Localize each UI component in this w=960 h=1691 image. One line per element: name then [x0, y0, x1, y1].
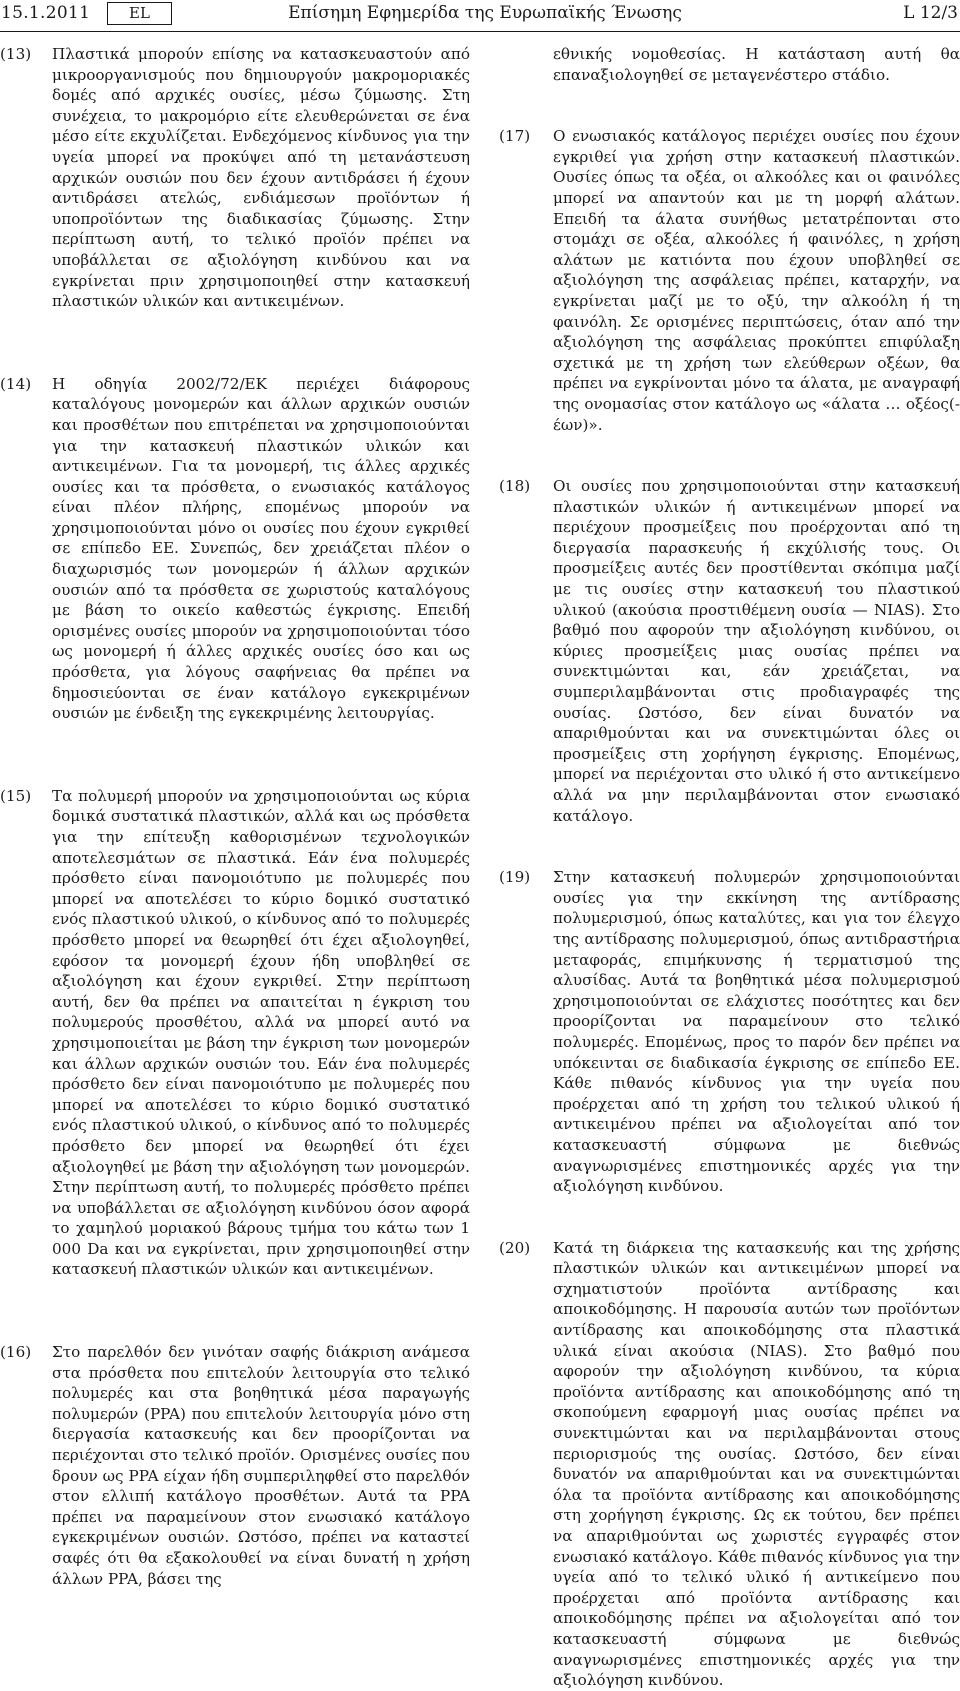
- journal-title: Επίσημη Εφημερίδα της Ευρωπαϊκής Ένωσης: [288, 3, 682, 23]
- recital-19: [499, 867, 960, 1197]
- recital-text: Πλαστικά μπορούν επίσης να κατασκευαστούν από μικροοργανισμούς που δημιουργούν μακρομοριακές δομές από αρχικές ουσίες, μέσω ζύμωσης. Στη συνέχεια, το μακρομόριο είτε ελευθερώνεται σε ένα μέσο είτε εκχυλίζεται. Ενδεχόμενος κίνδυνος για την υγεία μπορεί να προκύψει από τη μετανάστευση αρχικών ουσιών που δεν έχουν αντιδράσει ή έχουν αντιδράσει ατελώς, ενδιάμεσων προϊόντων ή υποπροϊόντων της διαδικασίας ζύμωσης. Στην περίπτωση αυτή, το τελικό προϊόν πρέπει να υποβάλλεται σε αξιολόγηση κινδύνου και να εγκρίνεται πριν χρησιμοποιηθεί στην κατασκευή πλαστικών υλικών και αντικειμένων.: [52, 45, 470, 311]
- recital-20: [499, 1238, 960, 1691]
- recital-number: (17): [499, 127, 531, 146]
- recital-16: [0, 1342, 470, 1589]
- page-reference: L 12/3: [903, 3, 958, 23]
- header-date: 15.1.2011: [1, 3, 91, 23]
- recital-text: Στο παρελθόν δεν γινόταν σαφής διάκριση ανάμεσα στα πρόσθετα που επιτελούν λειτουργία στο τελικό πολυμερές και στα βοηθητικά μέσα παραγωγής πολυμερών (PPA) που επιτελούν λειτουργία μόνο στη διεργασία κατασκευής και δεν προορίζονται να περιέχονται στο τελικό προϊόν. Ορισμένες ουσίες που δρουν ως PPA είχαν ήδη συμπεριληφθεί στο παρελθόν στον ελλιπή κατάλογο προσθέτων. Αυτά τα PPA πρέπει να παραμείνουν στον ενωσιακό κατάλογο εγκεκριμένων ουσιών. Ωστόσο, πρέπει να καταστεί σαφές ότι θα εξακολουθεί να είναι δυνατή η χρήση άλλων PPA, βάσει της: [52, 1343, 470, 1588]
- recital-18: [499, 476, 960, 826]
- recital-number: (19): [499, 868, 531, 887]
- recital-number: (18): [499, 477, 531, 496]
- right-column: [499, 44, 960, 1691]
- recital-number: (16): [0, 1343, 32, 1362]
- recital-15: [0, 786, 470, 1280]
- page-header: [0, 0, 960, 30]
- recital-text: εθνικής νομοθεσίας. Η κατάσταση αυτή θα επαναξιολογηθεί σε μεταγενέστερο στάδιο.: [553, 45, 960, 84]
- recital-text: Ο ενωσιακός κατάλογος περιέχει ουσίες που έχουν εγκριθεί για χρήση στην κατασκευή πλαστικών. Ουσίες όπως τα οξέα, οι αλκοόλες και οι φαινόλες μπορεί να απαντούν και με τη μορφή αλάτων. Επειδή τα άλατα συνήθως μετατρέπονται στο στομάχι σε οξέα, αλκοόλες ή φαινόλες, η χρήση αλάτων με κατιόντα που έχουν υποβληθεί σε αξιολόγηση της ασφάλειας πρέπει, καταρχήν, να εγκρίνεται μαζί με το οξύ, την αλκοόλη ή τη φαινόλη. Σε ορισμένες περιπτώσεις, όταν από την αξιολόγηση της ασφάλειας προκύπτει επιφύλαξη σχετικά με τη χρήση των ελεύθερων οξέων, θα πρέπει να εγκρίνονται μόνο τα άλατα, με αναγραφή της ονομασίας στον κατάλογο ως «άλατα … οξέος(-έων)».: [553, 127, 960, 434]
- recital-number: (20): [499, 1238, 531, 1257]
- language-badge: EL: [107, 2, 172, 25]
- recital-13: [0, 44, 470, 312]
- recital-number: (13): [0, 45, 32, 63]
- recital-16-continued: [499, 44, 960, 85]
- recital-number: (15): [0, 786, 32, 805]
- recital-number: (14): [0, 374, 32, 393]
- left-column: [0, 44, 470, 1589]
- recital-text: Τα πολυμερή μπορούν να χρησιμοποιούνται ως κύρια δομικά συστατικά πλαστικών, αλλά και ως πρόσθετα για την επίτευξη καθορισμένων τεχνολογικών αποτελεσμάτων σε πλαστικά. Εάν ένα πολυμερές πρόσθετο είναι πανομοιότυπο με πολυμερές που μπορεί να αποτελέσει το κύριο δομικό συστατικό ενός πλαστικού υλικού, ο κίνδυνος από το πολυμερές πρόσθετο μπορεί να θεωρηθεί ότι έχει αξιολογηθεί, εφόσον τα μονομερή έχουν ήδη υποβληθεί σε αξιολόγηση και έχουν εγκριθεί. Στην περίπτωση αυτή, δεν θα πρέπει να απαιτείται η έγκριση του πολυμερούς προσθέτου, αλλά να μπορεί αυτό να χρησιμοποιείται με βάση την έγκριση των μονομερών και άλλων αρχικών ουσιών του. Εάν ένα πολυμερές πρόσθετο δεν είναι πανομοιότυπο με πολυμερές που μπορεί να αποτελέσει το κύριο δομικό συστατικό ενός πλαστικού υλικού, ο κίνδυνος από το πολυμερές πρόσθετο δεν μπορεί να θεωρηθεί ότι έχει αξιολογηθεί με βάση την αξιολόγηση των μονομερών. Στην περίπτωση αυτή, το πολυμερές πρόσθετο πρέπει να υποβάλλεται σε αξιολόγηση κινδύνου όσον αφορά το χαμηλού μοριακού βάρους τμήμα του κάτω των 1 000 Da και να εγκρίνεται, πριν χρησιμοποιηθεί στην κατασκευή πλαστικών υλικών και αντικειμένων.: [52, 786, 470, 1279]
- recital-text: Η οδηγία 2002/72/ΕΚ περιέχει διάφορους καταλόγους μονομερών και άλλων αρχικών ουσιών και προσθέτων που επιτρέπεται να χρησιμοποιούνται για την κατασκευή πλαστικών υλικών και αντικειμένων. Για τα μονομερή, τις άλλες αρχικές ουσίες και τα πρόσθετα, ο ενωσιακός κατάλογος είναι πλέον πλήρης, επομένως μπορούν να χρησιμοποιούνται μόνο οι ουσίες που έχουν εγκριθεί σε επίπεδο ΕΕ. Συνεπώς, δεν χρειάζεται πλέον ο διαχωρισμός των μονομερών ή άλλων αρχικών ουσιών από τα πρόσθετα σε χωριστούς καταλόγους με βάση το οικείο καθεστώς έγκρισης. Επειδή ορισμένες ουσίες μπορούν να χρησιμοποιούνται τόσο ως μονομερή ή άλλες αρχικές ουσίες όσο και ως πρόσθετα, για λόγους σαφήνειας θα πρέπει να δημοσιεύονται σε έναν κατάλογο εγκεκριμένων ουσιών με ένδειξη της εγκεκριμένης λειτουργίας.: [52, 374, 470, 723]
- recital-17: [499, 126, 960, 435]
- header-rule: [0, 31, 960, 32]
- recital-text: Στην κατασκευή πολυμερών χρησιμοποιούνται ουσίες για την εκκίνηση της αντίδρασης πολυμερισμού, όπως καταλύτες, και για τον έλεγχο της αντίδρασης πολυμερισμού, όπως αντιδραστήρια μεταφοράς, επιμήκυνσης ή τερματισμού της αλυσίδας. Αυτά τα βοηθητικά μέσα πολυμερισμού χρησιμοποιούνται σε ελάχιστες ποσότητες και δεν προορίζονται να παραμείνουν στο τελικό πολυμερές. Επομένως, προς το παρόν δεν πρέπει να υπόκεινται σε διαδικασία έγκρισης σε επίπεδο ΕΕ. Κάθε πιθανός κίνδυνος για την υγεία που προέρχεται από τη χρήση του τελικού υλικού ή αντικειμένου πρέπει να αξιολογείται από τον κατασκευαστή σύμφωνα με διεθνώς αναγνωρισμένες επιστημονικές αρχές για την αξιολόγηση κινδύνου.: [553, 868, 960, 1196]
- recital-14: [0, 374, 470, 724]
- recital-text: Οι ουσίες που χρησιμοποιούνται στην κατασκευή πλαστικών υλικών ή αντικειμένων μπορεί να περιέχουν προσμείξεις που προέρχονται από τη διεργασία παρασκευής ή εκχύλισής τους. Οι προσμείξεις αυτές δεν προστίθενται σκόπιμα μαζί με τις ουσίες στην κατασκευή του πλαστικού υλικού (ακούσια προστιθέμενη ουσία — NIAS). Στο βαθμό που αφορούν την αξιολόγηση κινδύνου, οι κύριες προσμείξεις μιας ουσίας πρέπει να συνεκτιμώνται και, εάν χρειάζεται, να συμπεριλαμβάνονται στις προδιαγραφές της ουσίας. Ωστόσο, δεν είναι δυνατόν να απαριθμούνται και να συνεκτιμώνται όλες οι προσμείξεις στη χορήγηση έγκρισης. Επομένως, μπορεί να περιέχονται στο υλικό ή στο αντικείμενο αλλά να μην περιλαμβάνονται στον ενωσιακό κατάλογο.: [553, 477, 960, 825]
- recital-text: Κατά τη διάρκεια της κατασκευής και της χρήσης πλαστικών υλικών και αντικειμένων μπορεί να σχηματιστούν προϊόντα αντίδρασης και αποικοδόμησης. Η παρουσία αυτών των προϊόντων αντίδρασης και αποικοδόμησης στα πλαστικά υλικά είναι ακούσια (NIAS). Στο βαθμό που αφορούν την αξιολόγηση κινδύνου, τα κύρια προϊόντα αντίδρασης και αποικοδόμησης από τη σκοπούμενη εφαρμογή μιας ουσίας πρέπει να συνεκτιμώνται και να περιλαμβάνονται στους περιορισμούς της ουσίας. Ωστόσο, δεν είναι δυνατόν να απαριθμούνται και να συνεκτιμώνται όλα τα προϊόντα αντίδρασης και αποικοδόμησης στη χορήγηση έγκρισης. Ως εκ τούτου, δεν πρέπει να απαριθμούνται ως χωριστές εγγραφές στον ενωσιακό κατάλογο. Κάθε πιθανός κίνδυνος για την υγεία από το τελικό υλικό ή αντικείμενο που προέρχεται από προϊόντα αντίδρασης και αποικοδόμησης πρέπει να αξιολογείται από τον κατασκευαστή σύμφωνα με διεθνώς αναγνωρισμένες επιστημονικές αρχές για την αξιολόγηση κινδύνου.: [553, 1238, 960, 1690]
